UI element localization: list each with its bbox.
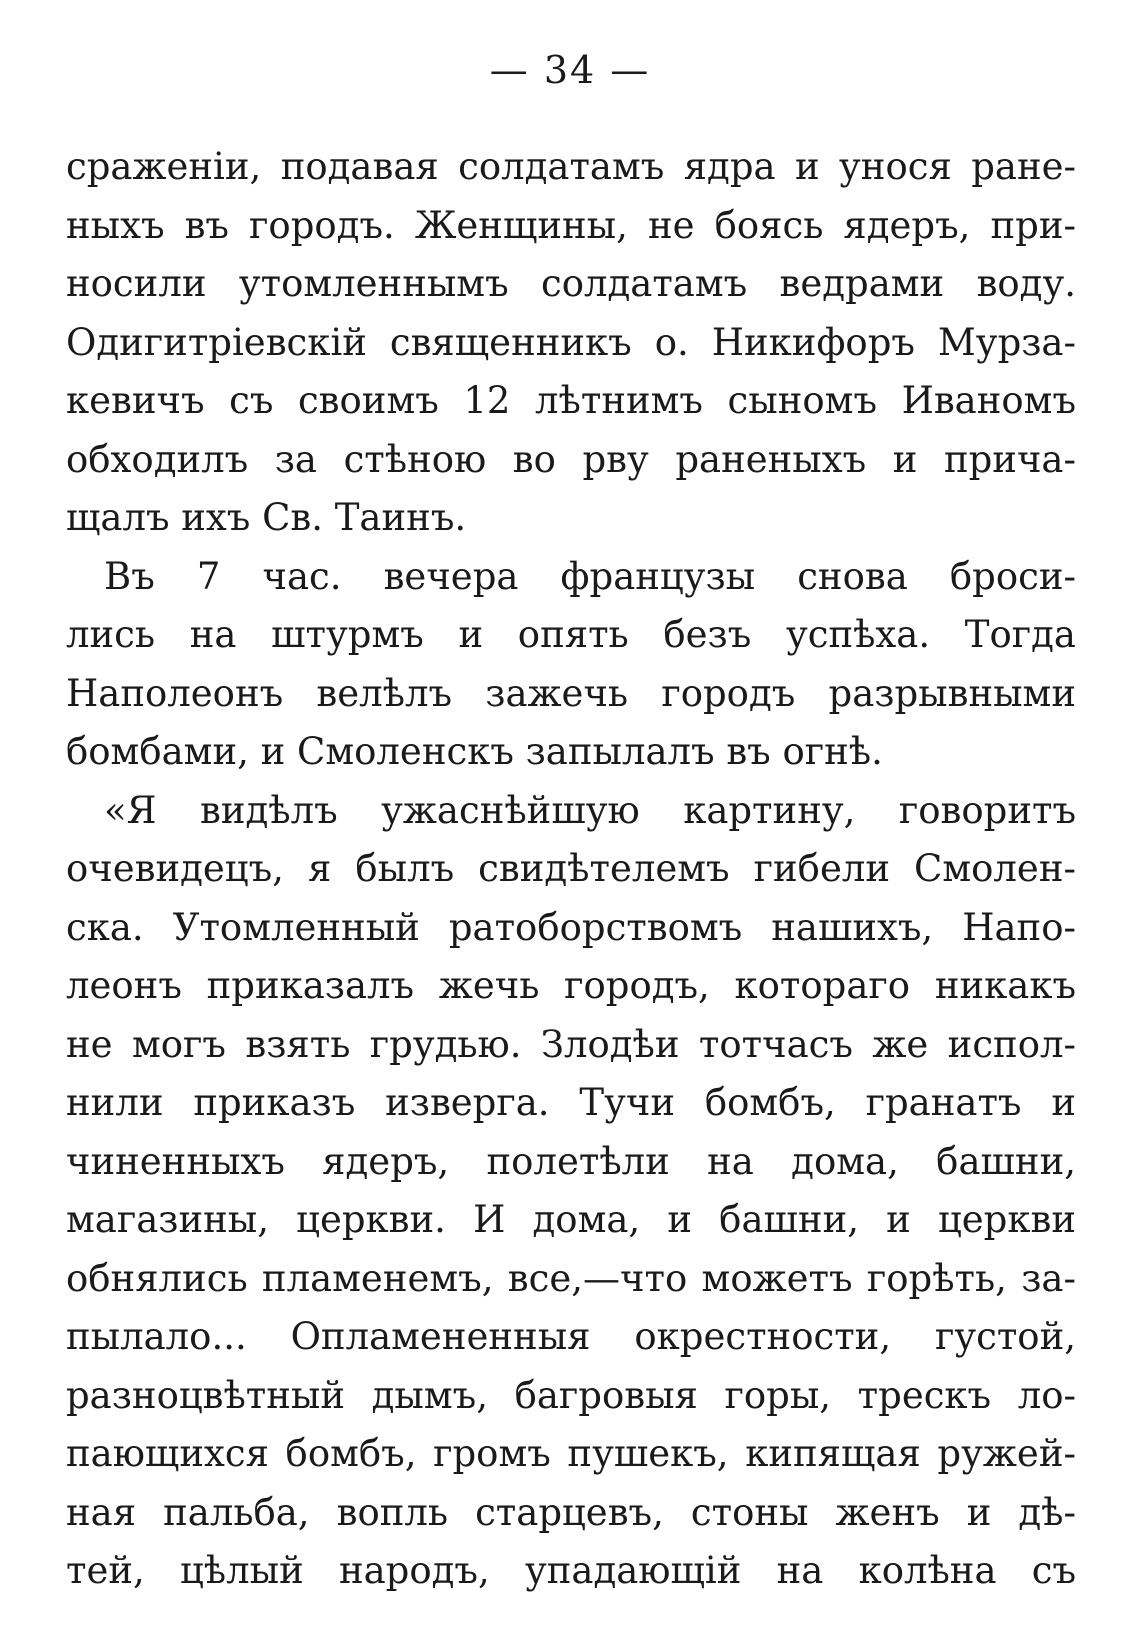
- text-line: тей, цѣлый народъ, упадающій на колѣна съ: [66, 1549, 1076, 1592]
- text-line: ныхъ въ городъ. Женщины, не боясь ядеръ, при-: [66, 203, 1076, 247]
- paragraph-1: [66, 138, 1076, 548]
- text-line: кевичъ съ своимъ 12 лѣтнимъ сыномъ Иваномъ: [66, 379, 1076, 422]
- text-line: чиненныхъ ядеръ, полетѣли на дома, башни,: [66, 1139, 1076, 1183]
- text-line: очевидецъ, я былъ свидѣтелемъ гибели Смолен-: [66, 847, 1076, 890]
- text-line: сраженіи, подавая солдатамъ ядра и унося ране-: [66, 145, 1076, 188]
- text-line: щалъ ихъ Св. Таинъ.: [66, 496, 467, 539]
- text-line: Въ 7 час. вечера французы снова броси-: [104, 554, 1076, 598]
- text-line: обнялись пламенемъ, все,—что можетъ горѣть, за-: [66, 1256, 1076, 1300]
- text-line: Наполеонъ велѣлъ зажечь городъ разрывными: [66, 671, 1076, 715]
- text-line: разноцвѣтный дымъ, багровыя горы, трескъ ло-: [66, 1373, 1076, 1417]
- text-line: пылало... Опламененныя окрестности, густой,: [66, 1315, 1076, 1358]
- text-line: магазины, церкви. И дома, и башни, и церкви: [66, 1198, 1076, 1241]
- paragraph-3: [66, 782, 1076, 1601]
- body-text: [66, 138, 1076, 1601]
- page-number: — 34 —: [489, 48, 651, 92]
- text-line: Одигитріевскій священникъ о. Никифоръ Мурза-: [66, 320, 1076, 364]
- text-line: нили приказъ изверга. Тучи бомбъ, гранатъ и: [66, 1081, 1076, 1124]
- text-line: леонъ приказалъ жечь городъ, котораго никакъ: [66, 964, 1076, 1007]
- text-line: обходилъ за стѣною во рву раненыхъ и прича-: [66, 437, 1076, 481]
- text-line: ная пальба, вопль старцевъ, стоны женъ и дѣ-: [66, 1490, 1076, 1534]
- text-line: «Я видѣлъ ужаснѣйшую картину, говоритъ: [104, 788, 1076, 832]
- text-line: пающихся бомбъ, громъ пушекъ, кипящая ружей-: [66, 1432, 1076, 1475]
- text-line: не могъ взять грудью. Злодѣи тотчасъ же испол-: [66, 1022, 1076, 1066]
- text-line: ска. Утомленный ратоборствомъ нашихъ, Напо-: [66, 905, 1076, 949]
- text-line: лись на штурмъ и опять безъ успѣха. Тогда: [66, 613, 1076, 656]
- paragraph-2: [66, 548, 1076, 782]
- text-line: бомбами, и Смоленскъ запылалъ въ огнѣ.: [66, 730, 883, 773]
- text-line: носили утомленнымъ солдатамъ ведрами воду.: [66, 262, 1076, 305]
